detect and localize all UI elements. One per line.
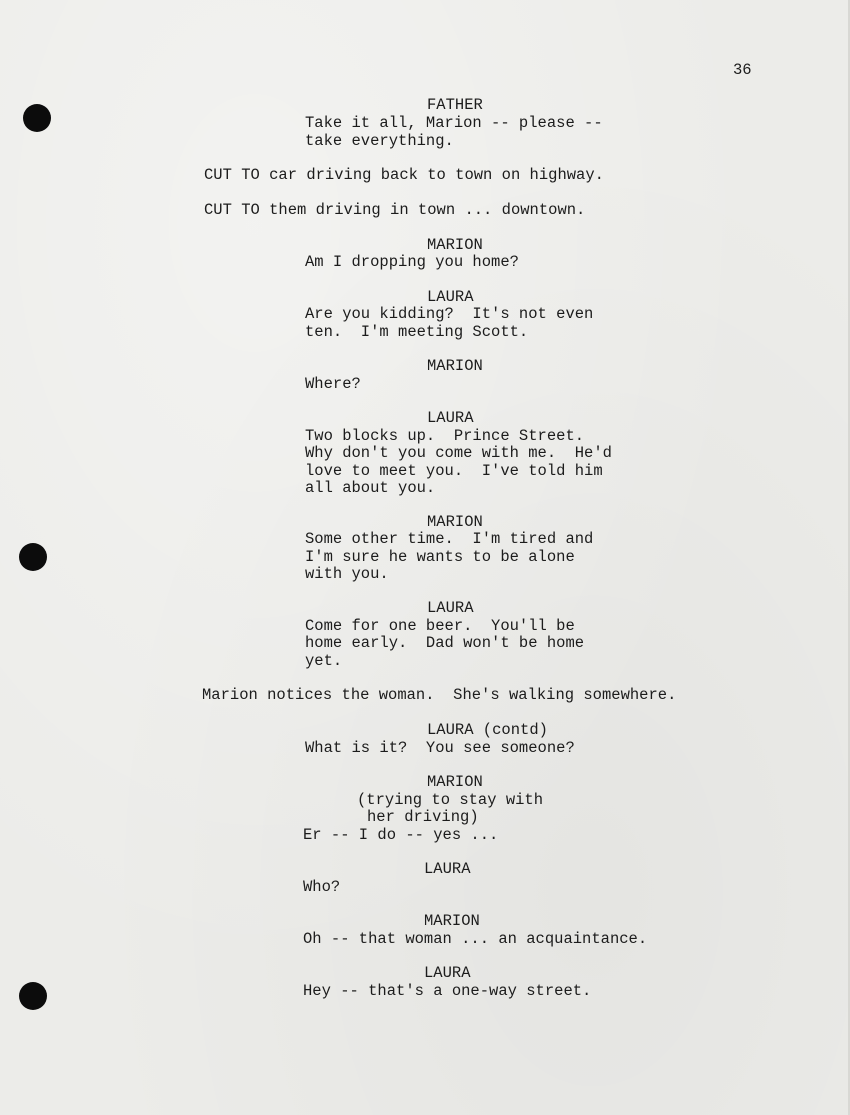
dialogue-line: Where? <box>305 375 361 393</box>
character-name: MARION <box>427 357 483 375</box>
action-line: CUT TO them driving in town ... downtown. <box>204 201 586 219</box>
character-name: LAURA <box>424 964 471 982</box>
dialogue-line: Come for one beer. You'll be <box>305 617 575 635</box>
dialogue-line: Who? <box>303 878 341 896</box>
dialogue-line: Hey -- that's a one-way street. <box>303 982 592 1000</box>
dialogue-line: take everything. <box>305 132 454 150</box>
dialogue-line: Am I dropping you home? <box>305 253 519 271</box>
dialogue-line: Take it all, Marion -- please -- <box>305 114 603 132</box>
page-number: 36 <box>733 61 752 79</box>
dialogue-line: with you. <box>305 565 389 583</box>
character-name: MARION <box>424 912 480 930</box>
dialogue-line: ten. I'm meeting Scott. <box>305 323 529 341</box>
character-name: LAURA <box>424 860 471 878</box>
dialogue-line: Er -- I do -- yes ... <box>303 826 499 844</box>
dialogue-line: I'm sure he wants to be alone <box>305 548 575 566</box>
dialogue-line: Are you kidding? It's not even <box>305 305 594 323</box>
character-name: FATHER <box>427 96 483 114</box>
dialogue-line: Two blocks up. Prince Street. <box>305 427 585 445</box>
binder-hole-top <box>23 104 51 132</box>
dialogue-line: home early. Dad won't be home <box>305 634 585 652</box>
dialogue-line: Some other time. I'm tired and <box>305 530 594 548</box>
dialogue-line: yet. <box>305 652 343 670</box>
binder-hole-bottom <box>19 982 47 1010</box>
character-name: LAURA <box>427 409 474 427</box>
dialogue-line: Why don't you come with me. He'd <box>305 444 612 462</box>
binder-hole-middle <box>19 543 47 571</box>
character-name: MARION <box>427 513 483 531</box>
character-name: LAURA <box>427 288 474 306</box>
parenthetical-line: her driving) <box>367 808 479 826</box>
dialogue-line: love to meet you. I've told him <box>305 462 603 480</box>
character-name: LAURA <box>427 599 474 617</box>
parenthetical-line: (trying to stay with <box>357 791 544 809</box>
character-name: MARION <box>427 236 483 254</box>
dialogue-line: Oh -- that woman ... an acquaintance. <box>303 930 648 948</box>
action-line: CUT TO car driving back to town on highway. <box>204 166 604 184</box>
character-name: MARION <box>427 773 483 791</box>
dialogue-line: all about you. <box>305 479 436 497</box>
action-line: Marion notices the woman. She's walking somewhere. <box>202 686 677 704</box>
character-name: LAURA (contd) <box>427 721 548 739</box>
dialogue-line: What is it? You see someone? <box>305 739 575 757</box>
